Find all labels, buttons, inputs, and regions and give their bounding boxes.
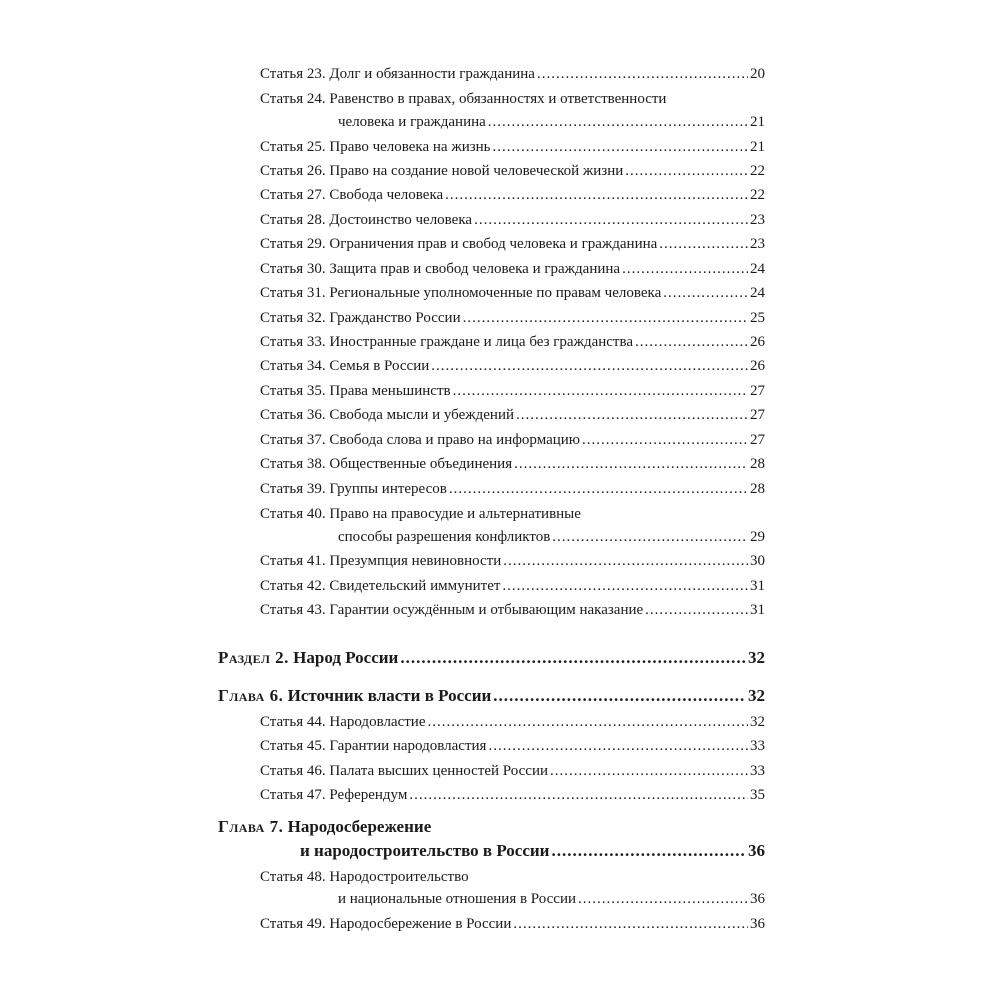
page-number: 36 [750, 891, 765, 907]
entry-text: Статья 24. Равенство в правах, обязанностях и ответственности [260, 91, 667, 107]
toc-entry-article-37[interactable] [260, 430, 765, 450]
entry-text: Статья 45. Гарантии народовластия [260, 738, 487, 754]
dot-leader [445, 185, 748, 205]
toc-entry-article-40-line1[interactable] [260, 504, 581, 524]
entry-text: Статья 28. Достоинство человека [260, 212, 473, 228]
entry-text: Статья 36. Свобода мысли и убеждений [260, 407, 514, 423]
toc-entry-article-38[interactable] [260, 454, 765, 474]
toc-entry-article-44[interactable] [260, 712, 765, 732]
dot-leader [453, 381, 748, 401]
entry-text: способы разрешения конфликтов [338, 529, 551, 545]
page-number: 28 [750, 481, 765, 497]
page-number: 27 [750, 407, 765, 423]
entry-text: человека и гражданина [338, 114, 486, 130]
toc-entry-article-47[interactable] [260, 785, 765, 805]
page-number: 22 [750, 187, 765, 203]
toc-entry-article-40-line2[interactable] [338, 527, 765, 547]
toc-section-2[interactable] [218, 646, 765, 670]
dot-leader [645, 600, 748, 620]
dot-leader [503, 551, 748, 571]
toc-chapter-7-line2[interactable] [300, 839, 765, 863]
toc-entry-article-23[interactable] [260, 64, 765, 84]
chapter-heading: Глава 7. Народосбережение [218, 817, 432, 836]
dot-leader [488, 736, 748, 756]
toc-entry-article-33[interactable] [260, 332, 765, 352]
dot-leader [550, 761, 748, 781]
dot-leader [625, 161, 748, 181]
page-number: 26 [750, 358, 765, 374]
entry-text: Статья 31. Региональные уполномоченные по правам человека [260, 285, 662, 301]
page-number: 27 [750, 432, 765, 448]
dot-leader [635, 332, 748, 352]
dot-leader [582, 430, 748, 450]
dot-leader [463, 308, 748, 328]
page-number: 23 [750, 212, 765, 228]
toc-chapter-7-line1[interactable] [218, 815, 431, 839]
entry-text: Статья 43. Гарантии осуждённым и отбывающим наказание [260, 602, 644, 618]
toc-entry-article-46[interactable] [260, 761, 765, 781]
entry-text: Статья 27. Свобода человека [260, 187, 444, 203]
toc-entry-article-35[interactable] [260, 381, 765, 401]
dot-leader [537, 64, 748, 84]
dot-leader [578, 889, 748, 909]
toc-entry-article-34[interactable] [260, 356, 765, 376]
dot-leader [663, 283, 748, 303]
entry-text: Статья 40. Право на правосудие и альтернативные [260, 506, 581, 522]
dot-leader [428, 712, 749, 732]
page-number: 33 [750, 738, 765, 754]
toc-entry-article-48-line2[interactable] [338, 889, 765, 909]
dot-leader [659, 234, 748, 254]
entry-text: Статья 39. Группы интересов [260, 481, 447, 497]
toc-entry-article-28[interactable] [260, 210, 765, 230]
dot-leader [622, 259, 748, 279]
entry-text: Статья 46. Палата высших ценностей России [260, 763, 549, 779]
page-number: 31 [750, 578, 765, 594]
page-number: 32 [748, 686, 765, 705]
dot-leader [431, 356, 748, 376]
toc-chapter-6[interactable] [218, 684, 765, 708]
toc-entry-article-25[interactable] [260, 137, 765, 157]
dot-leader [449, 479, 748, 499]
page-number: 36 [750, 916, 765, 932]
page-number: 29 [750, 529, 765, 545]
entry-text: Статья 38. Общественные объединения [260, 456, 513, 472]
entry-text: Статья 37. Свобода слова и право на информацию [260, 432, 581, 448]
page-number: 27 [750, 383, 765, 399]
dot-leader [493, 137, 748, 157]
page-number: 30 [750, 553, 765, 569]
entry-text: Статья 42. Свидетельский иммунитет [260, 578, 501, 594]
entry-text: Статья 47. Референдум [260, 787, 408, 803]
toc-entry-article-48-line1[interactable] [260, 867, 469, 887]
page-number: 32 [750, 714, 765, 730]
entry-text: Статья 34. Семья в России [260, 358, 430, 374]
chapter-heading: и народостроительство в России [300, 841, 550, 860]
entry-text: Статья 25. Право человека на жизнь [260, 139, 491, 155]
dot-leader [493, 684, 746, 708]
entry-text: Статья 23. Долг и обязанности гражданина [260, 66, 535, 82]
page-number: 26 [750, 334, 765, 350]
page-number: 21 [750, 139, 765, 155]
entry-text: Статья 35. Права меньшинств [260, 383, 451, 399]
toc-entry-article-24-line2[interactable] [338, 112, 765, 132]
toc-entry-article-45[interactable] [260, 736, 765, 756]
dot-leader [488, 112, 748, 132]
toc-entry-article-24-line1[interactable] [260, 89, 666, 109]
entry-text: Статья 32. Гражданство России [260, 310, 461, 326]
entry-text: Статья 44. Народовластие [260, 714, 426, 730]
page-number: 24 [750, 261, 765, 277]
entry-text: Статья 49. Народосбережение в России [260, 916, 512, 932]
toc-entry-article-31[interactable] [260, 283, 765, 303]
chapter-heading: Глава 6. Источник власти в России [218, 686, 492, 705]
page-number: 24 [750, 285, 765, 301]
toc-entry-article-32[interactable] [260, 308, 765, 328]
dot-leader [552, 527, 748, 547]
entry-text: Статья 26. Право на создание новой человеческой жизни [260, 163, 624, 179]
page-number: 32 [748, 648, 765, 667]
dot-leader [516, 405, 748, 425]
dot-leader [409, 785, 748, 805]
section-heading: Раздел 2. Народ России [218, 648, 399, 667]
toc-entry-article-29[interactable] [260, 234, 765, 254]
entry-text: Статья 29. Ограничения прав и свобод человека и гражданина [260, 236, 658, 252]
toc-entry-article-26[interactable] [260, 161, 765, 181]
dot-leader [400, 646, 746, 670]
page-number: 25 [750, 310, 765, 326]
page-number: 28 [750, 456, 765, 472]
page-number: 33 [750, 763, 765, 779]
entry-text: Статья 30. Защита прав и свобод человека и гражданина [260, 261, 621, 277]
page-number: 22 [750, 163, 765, 179]
entry-text: Статья 41. Презумпция невиновности [260, 553, 502, 569]
page-number: 21 [750, 114, 765, 130]
page-number: 35 [750, 787, 765, 803]
toc-entry-article-36[interactable] [260, 405, 765, 425]
toc-entry-article-39[interactable] [260, 479, 765, 499]
dot-leader [551, 839, 746, 863]
dot-leader [513, 914, 748, 934]
entry-text: Статья 33. Иностранные граждане и лица без гражданства [260, 334, 634, 350]
toc-entry-article-30[interactable] [260, 259, 765, 279]
toc-entry-article-43[interactable] [260, 600, 765, 620]
toc-entry-article-27[interactable] [260, 185, 765, 205]
toc-entry-article-42[interactable] [260, 576, 765, 596]
toc-entry-article-49[interactable] [260, 914, 765, 934]
dot-leader [502, 576, 748, 596]
dot-leader [514, 454, 748, 474]
page-number: 23 [750, 236, 765, 252]
toc-entry-article-41[interactable] [260, 551, 765, 571]
page-number: 31 [750, 602, 765, 618]
entry-text: и национальные отношения в России [338, 891, 577, 907]
page-number: 36 [748, 841, 765, 860]
page-number: 20 [750, 66, 765, 82]
entry-text: Статья 48. Народостроительство [260, 869, 469, 885]
dot-leader [474, 210, 748, 230]
